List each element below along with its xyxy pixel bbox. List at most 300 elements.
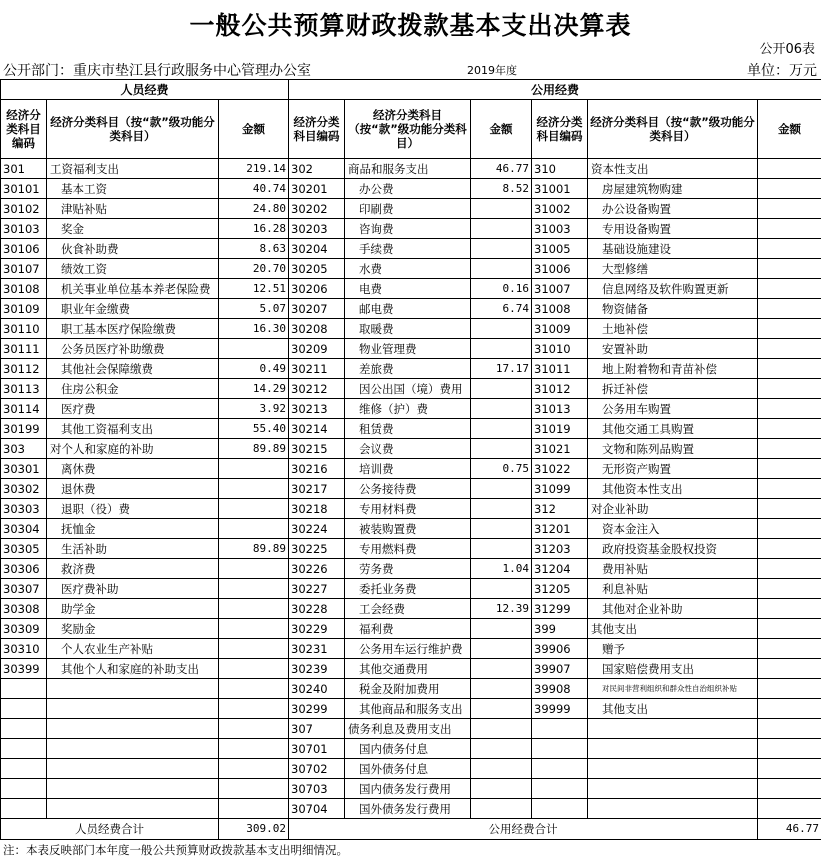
amount-cell: 5.07 bbox=[219, 299, 289, 319]
amount-cell bbox=[219, 759, 289, 779]
code-cell: 31009 bbox=[532, 319, 588, 339]
code-cell bbox=[1, 699, 47, 719]
amount-cell: 12.51 bbox=[219, 279, 289, 299]
amount-cell: 219.14 bbox=[219, 159, 289, 179]
name-cell: 退休费 bbox=[47, 479, 219, 499]
name-cell: 资本性支出 bbox=[588, 159, 758, 179]
header-name: 经济分类科目（按“款”级功能分类科目） bbox=[345, 100, 471, 159]
amount-cell bbox=[219, 339, 289, 359]
name-cell: 办公设备购置 bbox=[588, 199, 758, 219]
code-cell bbox=[532, 779, 588, 799]
table-row bbox=[1, 199, 821, 219]
name-cell: 委托业务费 bbox=[345, 579, 471, 599]
amount-cell bbox=[758, 439, 821, 459]
amount-cell bbox=[758, 299, 821, 319]
table-row bbox=[1, 159, 821, 179]
code-cell: 30216 bbox=[289, 459, 345, 479]
amount-cell bbox=[219, 459, 289, 479]
name-cell: 地上附着物和青苗补偿 bbox=[588, 359, 758, 379]
name-cell: 赠予 bbox=[588, 639, 758, 659]
amount-cell bbox=[758, 379, 821, 399]
code-cell: 30208 bbox=[289, 319, 345, 339]
amount-cell: 55.40 bbox=[219, 419, 289, 439]
code-cell: 31021 bbox=[532, 439, 588, 459]
code-cell bbox=[1, 759, 47, 779]
amount-cell bbox=[758, 519, 821, 539]
name-cell: 差旅费 bbox=[345, 359, 471, 379]
table-row bbox=[1, 419, 821, 439]
name-cell: 因公出国（境）费用 bbox=[345, 379, 471, 399]
code-cell: 31010 bbox=[532, 339, 588, 359]
code-cell: 30310 bbox=[1, 639, 47, 659]
name-cell: 其他个人和家庭的补助支出 bbox=[47, 659, 219, 679]
amount-cell: 40.74 bbox=[219, 179, 289, 199]
name-cell: 物业管理费 bbox=[345, 339, 471, 359]
header-code: 经济分类科目编码 bbox=[289, 100, 345, 159]
amount-cell bbox=[471, 199, 532, 219]
code-cell: 302 bbox=[289, 159, 345, 179]
code-cell: 30103 bbox=[1, 219, 47, 239]
table-row bbox=[1, 499, 821, 519]
name-cell: 国家赔偿费用支出 bbox=[588, 659, 758, 679]
table-row bbox=[1, 719, 821, 739]
code-cell: 30240 bbox=[289, 679, 345, 699]
name-cell: 维修（护）费 bbox=[345, 399, 471, 419]
amount-cell bbox=[219, 659, 289, 679]
code-cell: 399 bbox=[532, 619, 588, 639]
code-cell: 31201 bbox=[532, 519, 588, 539]
table-row bbox=[1, 619, 821, 639]
name-cell: 公务接待费 bbox=[345, 479, 471, 499]
name-cell bbox=[588, 759, 758, 779]
amount-cell bbox=[219, 499, 289, 519]
code-cell: 30205 bbox=[289, 259, 345, 279]
name-cell: 资本金注入 bbox=[588, 519, 758, 539]
table-row bbox=[1, 739, 821, 759]
name-cell bbox=[47, 799, 219, 819]
header-name: 经济分类科目（按“款”级功能分类科目） bbox=[47, 100, 219, 159]
header-code: 经济分类科目编码 bbox=[1, 100, 47, 159]
public-total-value: 46.77 bbox=[758, 819, 821, 840]
amount-cell bbox=[219, 779, 289, 799]
amount-cell bbox=[471, 259, 532, 279]
code-cell: 30701 bbox=[289, 739, 345, 759]
code-cell bbox=[532, 719, 588, 739]
name-cell: 其他资本性支出 bbox=[588, 479, 758, 499]
amount-cell bbox=[471, 519, 532, 539]
name-cell: 工会经费 bbox=[345, 599, 471, 619]
expenditure-table bbox=[0, 79, 821, 840]
name-cell: 文物和陈列品购置 bbox=[588, 439, 758, 459]
code-cell: 30301 bbox=[1, 459, 47, 479]
name-cell: 福利费 bbox=[345, 619, 471, 639]
code-cell: 30703 bbox=[289, 779, 345, 799]
amount-cell: 14.29 bbox=[219, 379, 289, 399]
code-cell: 31001 bbox=[532, 179, 588, 199]
code-cell: 31012 bbox=[532, 379, 588, 399]
name-cell bbox=[47, 779, 219, 799]
name-cell bbox=[47, 719, 219, 739]
amount-cell bbox=[219, 479, 289, 499]
amount-cell bbox=[758, 239, 821, 259]
table-row bbox=[1, 399, 821, 419]
amount-cell: 8.52 bbox=[471, 179, 532, 199]
header-name: 经济分类科目（按“款”级功能分类科目） bbox=[588, 100, 758, 159]
code-cell: 31022 bbox=[532, 459, 588, 479]
name-cell: 抚恤金 bbox=[47, 519, 219, 539]
amount-cell bbox=[758, 479, 821, 499]
amount-cell bbox=[758, 279, 821, 299]
amount-cell: 89.89 bbox=[219, 539, 289, 559]
amount-cell bbox=[219, 699, 289, 719]
amount-cell bbox=[471, 219, 532, 239]
name-cell: 个人农业生产补贴 bbox=[47, 639, 219, 659]
amount-cell: 89.89 bbox=[219, 439, 289, 459]
table-row bbox=[1, 259, 821, 279]
amount-cell bbox=[758, 599, 821, 619]
name-cell: 其他交通工具购置 bbox=[588, 419, 758, 439]
name-cell: 国内债务发行费用 bbox=[345, 779, 471, 799]
name-cell bbox=[47, 699, 219, 719]
code-cell: 30212 bbox=[289, 379, 345, 399]
code-cell: 30225 bbox=[289, 539, 345, 559]
code-cell bbox=[532, 739, 588, 759]
expenditure-table-container bbox=[0, 79, 821, 840]
table-body bbox=[1, 159, 821, 819]
amount-cell: 8.63 bbox=[219, 239, 289, 259]
code-cell: 30206 bbox=[289, 279, 345, 299]
code-cell: 31019 bbox=[532, 419, 588, 439]
code-cell bbox=[532, 799, 588, 819]
table-row bbox=[1, 459, 821, 479]
table-row bbox=[1, 439, 821, 459]
name-cell: 对民间非营利组织和群众性自治组织补贴 bbox=[588, 679, 758, 699]
name-cell: 国外债务发行费用 bbox=[345, 799, 471, 819]
code-cell: 30304 bbox=[1, 519, 47, 539]
amount-cell bbox=[758, 459, 821, 479]
code-cell bbox=[1, 719, 47, 739]
amount-cell bbox=[758, 559, 821, 579]
amount-cell bbox=[471, 419, 532, 439]
amount-cell: 0.49 bbox=[219, 359, 289, 379]
amount-cell bbox=[471, 739, 532, 759]
name-cell: 咨询费 bbox=[345, 219, 471, 239]
name-cell: 离休费 bbox=[47, 459, 219, 479]
code-cell: 30227 bbox=[289, 579, 345, 599]
code-cell: 30217 bbox=[289, 479, 345, 499]
amount-cell bbox=[471, 539, 532, 559]
name-cell: 其他支出 bbox=[588, 619, 758, 639]
amount-cell bbox=[471, 379, 532, 399]
table-row bbox=[1, 239, 821, 259]
name-cell: 其他对企业补助 bbox=[588, 599, 758, 619]
personnel-total-value: 309.02 bbox=[219, 819, 289, 840]
code-cell: 30305 bbox=[1, 539, 47, 559]
name-cell: 税金及附加费用 bbox=[345, 679, 471, 699]
table-row bbox=[1, 319, 821, 339]
table-row bbox=[1, 599, 821, 619]
amount-cell bbox=[471, 759, 532, 779]
amount-cell bbox=[758, 739, 821, 759]
name-cell bbox=[47, 739, 219, 759]
name-cell: 职工基本医疗保险缴费 bbox=[47, 319, 219, 339]
amount-cell bbox=[471, 619, 532, 639]
code-cell: 30239 bbox=[289, 659, 345, 679]
name-cell: 公务员医疗补助缴费 bbox=[47, 339, 219, 359]
code-cell bbox=[1, 679, 47, 699]
amount-cell bbox=[471, 319, 532, 339]
code-cell: 30112 bbox=[1, 359, 47, 379]
name-cell: 助学金 bbox=[47, 599, 219, 619]
name-cell bbox=[47, 679, 219, 699]
page-title: 一般公共预算财政拨款基本支出决算表 bbox=[189, 11, 632, 40]
code-cell: 31003 bbox=[532, 219, 588, 239]
name-cell: 其他交通费用 bbox=[345, 659, 471, 679]
name-cell: 办公费 bbox=[345, 179, 471, 199]
name-cell: 物资储备 bbox=[588, 299, 758, 319]
table-row bbox=[1, 639, 821, 659]
amount-cell bbox=[758, 579, 821, 599]
code-cell: 30704 bbox=[289, 799, 345, 819]
table-row bbox=[1, 799, 821, 819]
name-cell: 政府投资基金股权投资 bbox=[588, 539, 758, 559]
code-cell: 30108 bbox=[1, 279, 47, 299]
table-row bbox=[1, 179, 821, 199]
amount-cell bbox=[471, 699, 532, 719]
name-cell: 奖励金 bbox=[47, 619, 219, 639]
code-cell: 31006 bbox=[532, 259, 588, 279]
name-cell: 基础设施建设 bbox=[588, 239, 758, 259]
code-cell: 30109 bbox=[1, 299, 47, 319]
amount-cell bbox=[219, 619, 289, 639]
code-cell: 30211 bbox=[289, 359, 345, 379]
code-cell: 30110 bbox=[1, 319, 47, 339]
code-cell: 30204 bbox=[289, 239, 345, 259]
code-cell: 39906 bbox=[532, 639, 588, 659]
code-cell: 30203 bbox=[289, 219, 345, 239]
amount-cell bbox=[219, 739, 289, 759]
table-row bbox=[1, 339, 821, 359]
name-cell: 邮电费 bbox=[345, 299, 471, 319]
name-cell bbox=[47, 759, 219, 779]
name-cell: 信息网络及软件购置更新 bbox=[588, 279, 758, 299]
code-cell: 30101 bbox=[1, 179, 47, 199]
code-cell bbox=[1, 739, 47, 759]
amount-cell bbox=[471, 339, 532, 359]
name-cell: 住房公积金 bbox=[47, 379, 219, 399]
name-cell: 安置补助 bbox=[588, 339, 758, 359]
code-cell: 30114 bbox=[1, 399, 47, 419]
header-code: 经济分类科目编码 bbox=[532, 100, 588, 159]
amount-cell bbox=[758, 499, 821, 519]
group-public: 公用经费 bbox=[289, 80, 821, 100]
amount-cell bbox=[758, 799, 821, 819]
amount-cell bbox=[471, 639, 532, 659]
name-cell: 对个人和家庭的补助 bbox=[47, 439, 219, 459]
code-cell: 30302 bbox=[1, 479, 47, 499]
header-amount: 金额 bbox=[471, 100, 532, 159]
amount-cell: 0.16 bbox=[471, 279, 532, 299]
amount-cell bbox=[219, 519, 289, 539]
name-cell: 伙食补助费 bbox=[47, 239, 219, 259]
name-cell bbox=[588, 779, 758, 799]
name-cell: 房屋建筑物购建 bbox=[588, 179, 758, 199]
amount-cell bbox=[758, 679, 821, 699]
table-row bbox=[1, 519, 821, 539]
name-cell: 债务利息及费用支出 bbox=[345, 719, 471, 739]
name-cell: 费用补贴 bbox=[588, 559, 758, 579]
amount-cell bbox=[758, 259, 821, 279]
amount-cell bbox=[471, 239, 532, 259]
amount-cell bbox=[471, 659, 532, 679]
code-cell bbox=[1, 779, 47, 799]
code-cell: 30102 bbox=[1, 199, 47, 219]
amount-cell bbox=[758, 619, 821, 639]
code-cell: 30201 bbox=[289, 179, 345, 199]
name-cell: 无形资产购置 bbox=[588, 459, 758, 479]
amount-cell bbox=[471, 499, 532, 519]
name-cell: 国外债务付息 bbox=[345, 759, 471, 779]
amount-cell: 24.80 bbox=[219, 199, 289, 219]
public-total-label: 公用经费合计 bbox=[289, 819, 758, 840]
name-cell bbox=[588, 739, 758, 759]
amount-cell bbox=[219, 639, 289, 659]
table-row bbox=[1, 659, 821, 679]
name-cell: 医疗费 bbox=[47, 399, 219, 419]
amount-cell bbox=[758, 539, 821, 559]
table-row bbox=[1, 699, 821, 719]
header-amount: 金额 bbox=[758, 100, 821, 159]
amount-cell bbox=[471, 679, 532, 699]
amount-cell: 46.77 bbox=[471, 159, 532, 179]
amount-cell bbox=[758, 359, 821, 379]
table-row bbox=[1, 679, 821, 699]
amount-cell bbox=[758, 199, 821, 219]
name-cell: 土地补偿 bbox=[588, 319, 758, 339]
name-cell: 其他工资福利支出 bbox=[47, 419, 219, 439]
code-cell: 30309 bbox=[1, 619, 47, 639]
code-cell: 30214 bbox=[289, 419, 345, 439]
amount-cell bbox=[471, 479, 532, 499]
name-cell: 手续费 bbox=[345, 239, 471, 259]
amount-cell bbox=[471, 579, 532, 599]
code-cell: 30106 bbox=[1, 239, 47, 259]
table-row bbox=[1, 379, 821, 399]
amount-cell bbox=[758, 339, 821, 359]
amount-cell: 1.04 bbox=[471, 559, 532, 579]
amount-cell bbox=[471, 399, 532, 419]
name-cell: 公务用车购置 bbox=[588, 399, 758, 419]
code-cell: 31007 bbox=[532, 279, 588, 299]
table-row bbox=[1, 779, 821, 799]
name-cell: 劳务费 bbox=[345, 559, 471, 579]
department-label: 公开部门：重庆市垫江县行政服务中心管理办公室 bbox=[3, 63, 311, 79]
code-cell: 31002 bbox=[532, 199, 588, 219]
name-cell: 商品和服务支出 bbox=[345, 159, 471, 179]
personnel-total-label: 人员经费合计 bbox=[1, 819, 219, 840]
name-cell: 电费 bbox=[345, 279, 471, 299]
code-cell: 30702 bbox=[289, 759, 345, 779]
code-cell bbox=[1, 799, 47, 819]
code-cell: 30218 bbox=[289, 499, 345, 519]
code-cell: 30113 bbox=[1, 379, 47, 399]
code-cell: 30229 bbox=[289, 619, 345, 639]
name-cell: 水费 bbox=[345, 259, 471, 279]
amount-cell: 16.28 bbox=[219, 219, 289, 239]
name-cell: 培训费 bbox=[345, 459, 471, 479]
code-cell: 31203 bbox=[532, 539, 588, 559]
name-cell: 基本工资 bbox=[47, 179, 219, 199]
code-cell: 30399 bbox=[1, 659, 47, 679]
code-cell: 30111 bbox=[1, 339, 47, 359]
amount-cell: 16.30 bbox=[219, 319, 289, 339]
amount-cell bbox=[758, 719, 821, 739]
code-cell: 307 bbox=[289, 719, 345, 739]
name-cell: 救济费 bbox=[47, 559, 219, 579]
name-cell: 印刷费 bbox=[345, 199, 471, 219]
code-cell: 30307 bbox=[1, 579, 47, 599]
amount-cell bbox=[219, 799, 289, 819]
code-cell: 30202 bbox=[289, 199, 345, 219]
amount-cell bbox=[219, 679, 289, 699]
name-cell: 公务用车运行维护费 bbox=[345, 639, 471, 659]
header-amount: 金额 bbox=[219, 100, 289, 159]
name-cell: 绩效工资 bbox=[47, 259, 219, 279]
amount-cell bbox=[219, 719, 289, 739]
code-cell: 303 bbox=[1, 439, 47, 459]
name-cell: 其他商品和服务支出 bbox=[345, 699, 471, 719]
name-cell: 其他支出 bbox=[588, 699, 758, 719]
amount-cell: 3.92 bbox=[219, 399, 289, 419]
name-cell: 职业年金缴费 bbox=[47, 299, 219, 319]
amount-cell bbox=[758, 699, 821, 719]
code-cell: 30215 bbox=[289, 439, 345, 459]
code-cell: 30199 bbox=[1, 419, 47, 439]
code-cell: 310 bbox=[532, 159, 588, 179]
code-cell: 39907 bbox=[532, 659, 588, 679]
table-row bbox=[1, 759, 821, 779]
name-cell bbox=[588, 719, 758, 739]
amount-cell: 0.75 bbox=[471, 459, 532, 479]
amount-cell bbox=[471, 799, 532, 819]
name-cell: 大型修缮 bbox=[588, 259, 758, 279]
code-cell: 31299 bbox=[532, 599, 588, 619]
amount-cell bbox=[471, 719, 532, 739]
code-cell: 30231 bbox=[289, 639, 345, 659]
amount-cell bbox=[758, 779, 821, 799]
table-row bbox=[1, 559, 821, 579]
code-cell: 31099 bbox=[532, 479, 588, 499]
amount-cell bbox=[219, 559, 289, 579]
name-cell: 奖金 bbox=[47, 219, 219, 239]
name-cell: 专用材料费 bbox=[345, 499, 471, 519]
amount-cell bbox=[758, 399, 821, 419]
code-cell: 31013 bbox=[532, 399, 588, 419]
name-cell: 退职（役）费 bbox=[47, 499, 219, 519]
amount-cell bbox=[758, 179, 821, 199]
form-number: 公开06表 bbox=[759, 42, 815, 57]
amount-cell: 17.17 bbox=[471, 359, 532, 379]
amount-cell: 20.70 bbox=[219, 259, 289, 279]
name-cell: 机关事业单位基本养老保险费 bbox=[47, 279, 219, 299]
code-cell: 31005 bbox=[532, 239, 588, 259]
code-cell: 312 bbox=[532, 499, 588, 519]
name-cell: 被装购置费 bbox=[345, 519, 471, 539]
name-cell: 对企业补助 bbox=[588, 499, 758, 519]
name-cell: 拆迁补偿 bbox=[588, 379, 758, 399]
name-cell: 国内债务付息 bbox=[345, 739, 471, 759]
code-cell: 30226 bbox=[289, 559, 345, 579]
